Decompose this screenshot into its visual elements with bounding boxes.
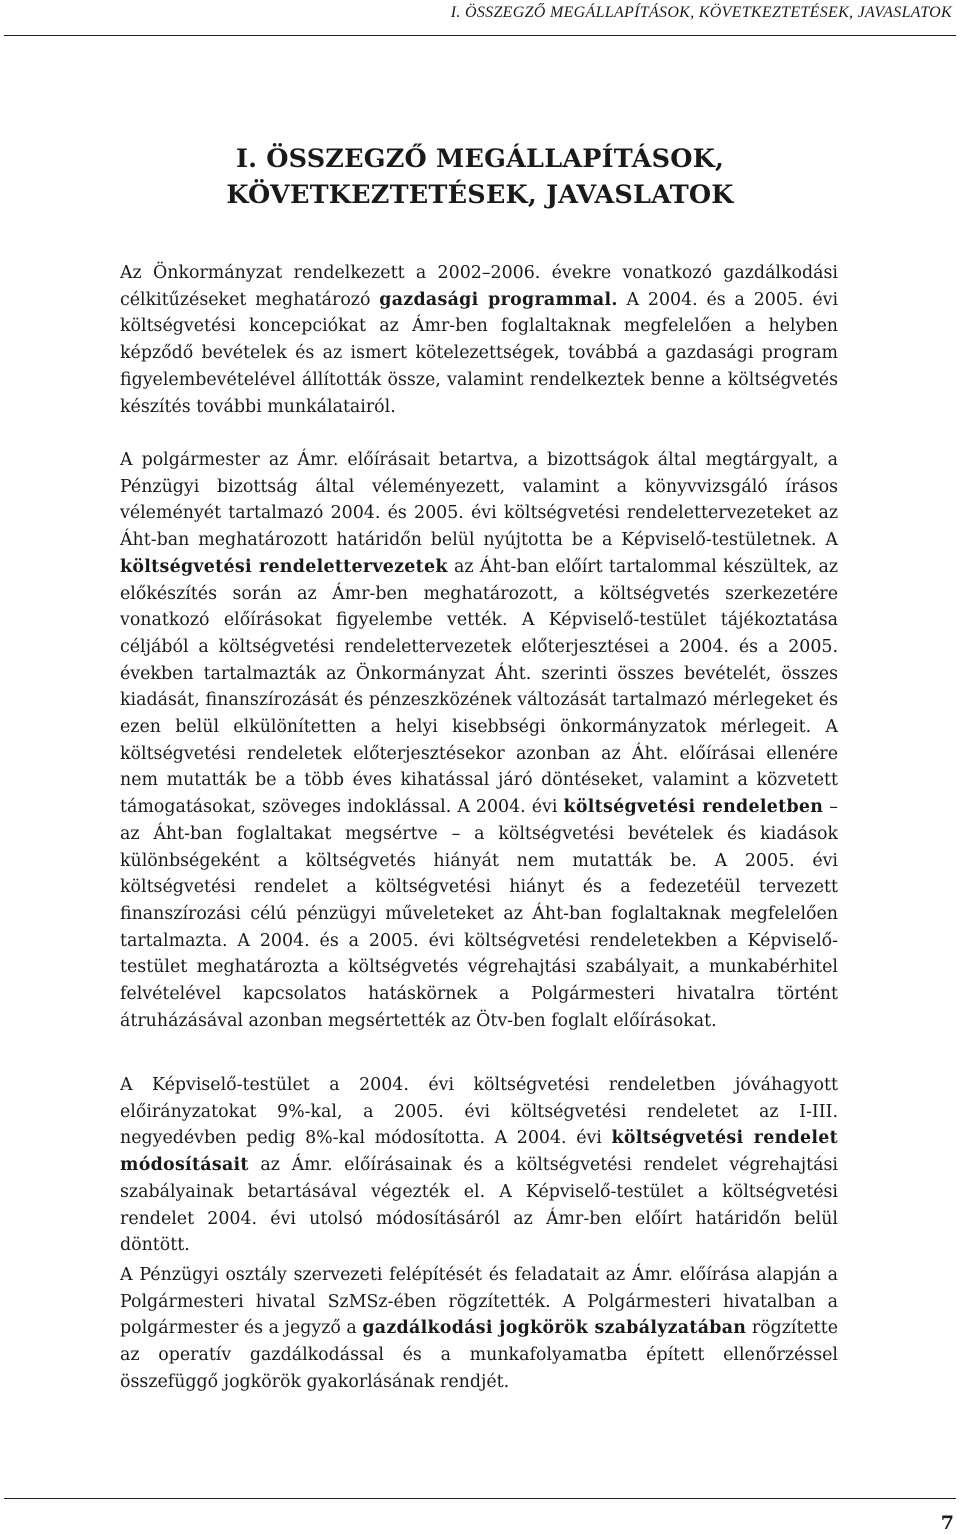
page-number: 7 (940, 1512, 954, 1534)
section-title: I. ÖSSZEGZŐ MEGÁLLAPÍTÁSOK, KÖVETKEZTETÉSEK, JAVASLATOK (226, 144, 734, 210)
text-run: A polgármester az Ámr. előírásait betartva, a bizottságok által megtárgyalt, a Pénzügyi bizottság által véleményezett, valamint a könyvvizsgáló írásos véleményét tartalmazó 2004. és 2005. évi költségvetési rendelettervezeteket az Áht-ban meghatározott határidőn belül nyújtotta be a Képviselő-testületnek. A (120, 450, 838, 551)
paragraph-economic-program (120, 260, 838, 420)
text-run: A Pénzügyi osztály szervezeti felépítését és feladatait az Ámr. előírása alapján a Polgármesteri hivatal SzMSz-ében rögzítették. A Polgármesteri hivatalban a polgármester és a jegyző a (120, 1265, 838, 1339)
text-run: – az Áht-ban foglaltakat megsértve – a költségvetési bevételek és kiadások különbségeként a költségvetés hiányát nem mutatták be. A 2005. évi költségvetési rendelet a költségvetési hiányt és a fedezetéül tervezett finanszírozási célú pénzügyi műveleteket az Áht-ban foglaltaknak megfelelően tartalmazta. A 2004. és a 2005. évi költségvetési rendeletekben a Képviselő-testület meghatározta a költségvetés végrehajtási szabályait, a munkabérhitel felvételével kapcsolatos hatáskörnek a Polgármesteri hivatalra történt átruházásával azonban megsértették az Ötv-ben foglalt előírásokat. (120, 797, 838, 1031)
emphasis-term: költségvetési rendelettervezetek (120, 556, 448, 577)
text-run: A Képviselő-testület a 2004. évi költségvetési rendeletben jóváhagyott előirányzatokat 9%-kal, a 2005. évi költségvetési rendeletet az I-III. negyedévben pedig 8%-kal módosította. A 2004. évi (120, 1075, 838, 1149)
paragraph-budget-amendments (120, 1072, 838, 1259)
text-run: az Áht-ban előírt tartalommal készültek, az előkészítés során az Ámr-ben meghatározott, a költségvetés szerkezetére vonatkozó előírásokat figyelembe vették. A Képviselő-testület tájékoztatása céljából a költségvetési rendelettervezetek előterjesztései a 2004. és a 2005. években tartalmazták az Önkormányzat Áht. szerinti összes bevételét, összes kiadását, finanszírozását és pénzeszközének változását tartalmazó mérlegeket és ezen belül elkülönítetten a helyi kisebbségi önkormányzatok mérlegeit. A költségvetési rendeletek előterjesztésekor azonban az Áht. előírásai ellenére nem mutatták be a több éves kihatással járó döntéseket, valamint a közvetett támogatásokat, szöveges indoklással. A 2004. évi (120, 556, 838, 818)
emphasis-term: gazdálkodási jogkörök szabályzatában (362, 1318, 747, 1339)
emphasis-term: költségvetési rendeletben (563, 797, 824, 818)
paragraph-finance-department (120, 1262, 838, 1396)
emphasis-term: gazdasági programmal. (379, 289, 618, 310)
emphasis-term: költségvetési rendelet módosításait (120, 1128, 839, 1176)
text-run: az Ámr. előírásainak és a költségvetési rendelet végrehajtási szabályainak betartásával végezték el. A Képviselő-testület a költségvetési rendelet 2004. évi utolsó módosításáról az Ámr-ben előírt határidőn belül döntött. (120, 1155, 838, 1256)
header-divider (4, 35, 956, 36)
running-header: I. ÖSSZEGZŐ MEGÁLLAPÍTÁSOK, KÖVETKEZTETÉSEK, JAVASLATOK (450, 4, 952, 21)
paragraph-budget-drafts (120, 447, 838, 1034)
footer-divider (4, 1498, 956, 1499)
text-run: Az Önkormányzat rendelkezett a 2002–2006. évekre vonatkozó gazdálkodási célkitűzéseket meghatározó (120, 263, 838, 310)
text-run: A 2004. és a 2005. évi költségvetési koncepciókat az Ámr-ben foglaltaknak megfelelően a helyben képződő bevételek és az ismert kötelezettségek, továbbá a gazdasági program figyelembevételével állították össze, valamint rendelkeztek benne a költségvetés készítés további munkálatairól. (120, 289, 839, 417)
text-run: rögzítette az operatív gazdálkodással és a munkafolyamatba épített ellenőrzéssel összefüggő jogkörök gyakorlásának rendjét. (120, 1318, 839, 1392)
